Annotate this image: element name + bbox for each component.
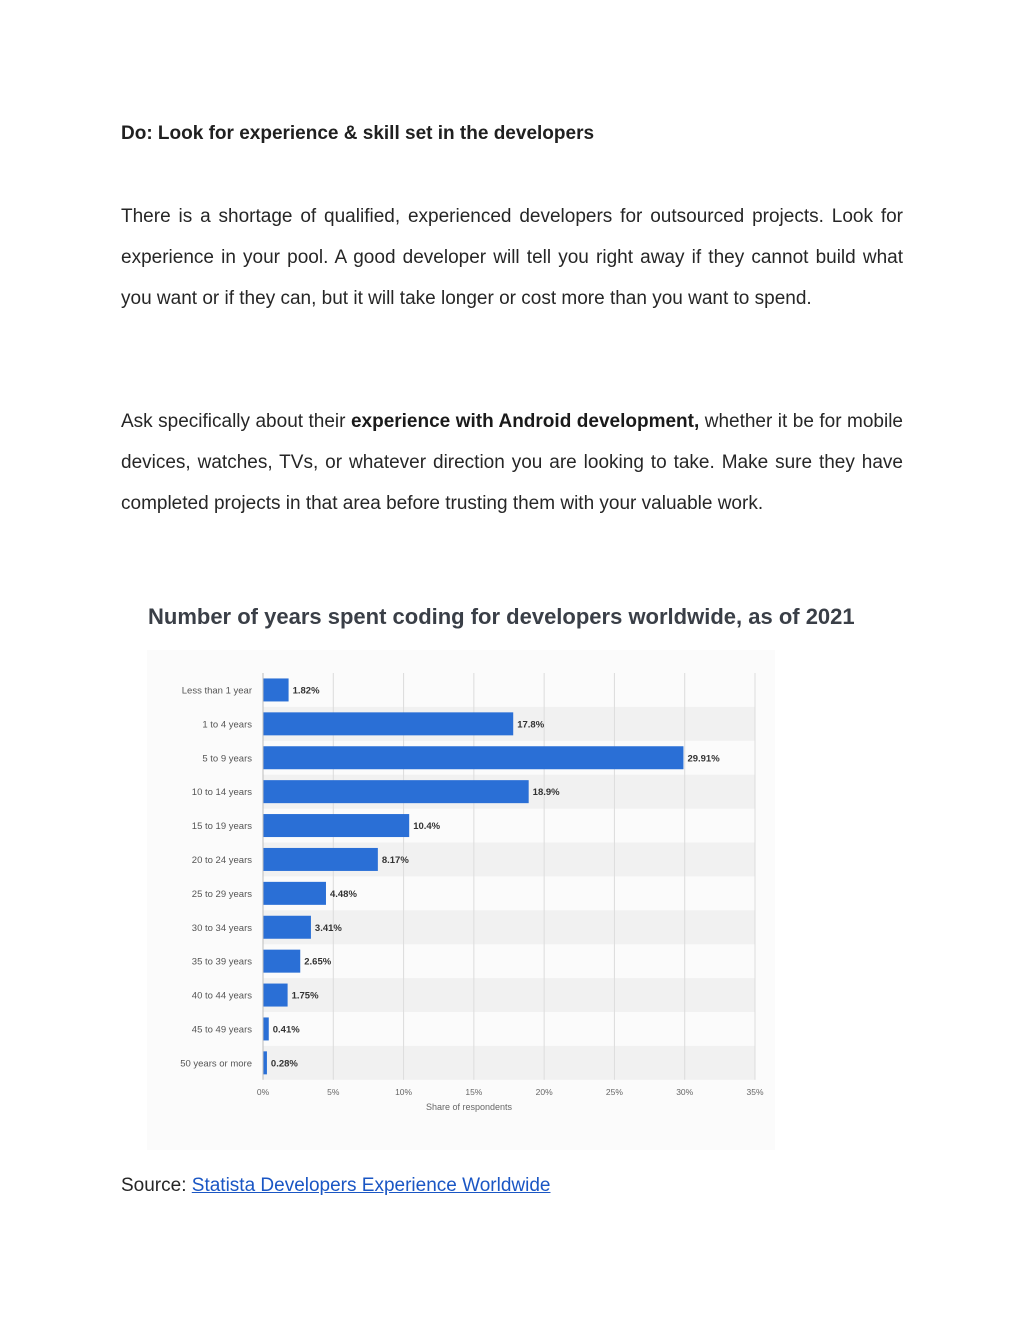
data-label: 4.48% <box>329 888 357 900</box>
paragraph-android-intro: Ask specifically about their <box>121 411 351 432</box>
category-label: 25 to 29 years <box>191 888 252 900</box>
data-label: 1.82% <box>292 685 320 697</box>
x-tick-label: 20% <box>535 1086 553 1097</box>
category-label: 50 years or more <box>180 1058 252 1070</box>
x-tick-label: 10% <box>395 1086 413 1097</box>
row-band <box>263 1046 755 1080</box>
bar <box>263 848 378 871</box>
bar <box>263 780 529 803</box>
category-label: 35 to 39 years <box>191 956 252 968</box>
bar <box>263 882 326 905</box>
x-tick-label: 0% <box>256 1086 270 1097</box>
x-tick-label: 25% <box>605 1086 623 1097</box>
paragraph-android <box>121 401 903 524</box>
bar <box>263 814 409 837</box>
category-label: 15 to 19 years <box>191 821 252 833</box>
source-link[interactable]: Statista Developers Experience Worldwide <box>191 1175 551 1196</box>
data-label: 1.75% <box>291 990 319 1002</box>
data-label: 8.17% <box>381 854 409 866</box>
category-label: 20 to 24 years <box>191 854 252 866</box>
paragraph-android-emphasis: experience with Android development, <box>350 411 700 432</box>
row-band <box>263 978 755 1012</box>
source-label: Source: <box>121 1175 192 1196</box>
bar <box>263 1017 269 1040</box>
source-line <box>121 1172 550 1200</box>
category-label: 1 to 4 years <box>202 719 252 731</box>
data-label: 0.41% <box>272 1024 300 1036</box>
data-label: 2.65% <box>304 956 332 968</box>
bar-chart <box>147 650 775 1150</box>
paragraph-android-rest: whether it be for mobile devices, watches, TVs, or whatever direction you are looking to take. Make sure they have completed projects in that area before trusting them with your valuable work. <box>121 411 903 514</box>
x-tick-label: 15% <box>465 1086 483 1097</box>
x-tick-label: 5% <box>327 1086 340 1097</box>
category-label: 45 to 49 years <box>191 1024 252 1036</box>
bar <box>263 950 300 973</box>
data-label: 3.41% <box>314 922 342 934</box>
section-heading: Do: Look for experience & skill set in the developers <box>121 123 595 144</box>
bar <box>263 916 311 939</box>
data-label: 10.4% <box>413 821 441 833</box>
x-tick-label: 30% <box>676 1086 694 1097</box>
bar <box>263 678 289 701</box>
category-label: 40 to 44 years <box>191 990 252 1002</box>
category-label: 30 to 34 years <box>191 922 252 934</box>
bar <box>263 746 683 769</box>
category-label: Less than 1 year <box>181 685 252 697</box>
x-tick-label: 35% <box>746 1086 764 1097</box>
chart-title: Number of years spent coding for developers worldwide, as of 2021 <box>148 604 855 629</box>
data-label: 0.28% <box>270 1058 298 1070</box>
bar <box>263 712 513 735</box>
bar <box>263 1051 267 1074</box>
x-axis-label: Share of respondents <box>425 1101 513 1112</box>
bar <box>263 984 288 1007</box>
data-label: 18.9% <box>532 787 560 799</box>
data-label: 17.8% <box>517 719 545 731</box>
data-label: 29.91% <box>687 753 720 765</box>
category-label: 10 to 14 years <box>191 787 252 799</box>
paragraph-shortage: There is a shortage of qualified, experienced developers for outsourced projects. Look for experience in your pool. A good developer will tell you right away if they cannot build what you want or if they can, but it will take longer or cost more than you want to spend. <box>121 206 903 309</box>
category-label: 5 to 9 years <box>202 753 252 765</box>
